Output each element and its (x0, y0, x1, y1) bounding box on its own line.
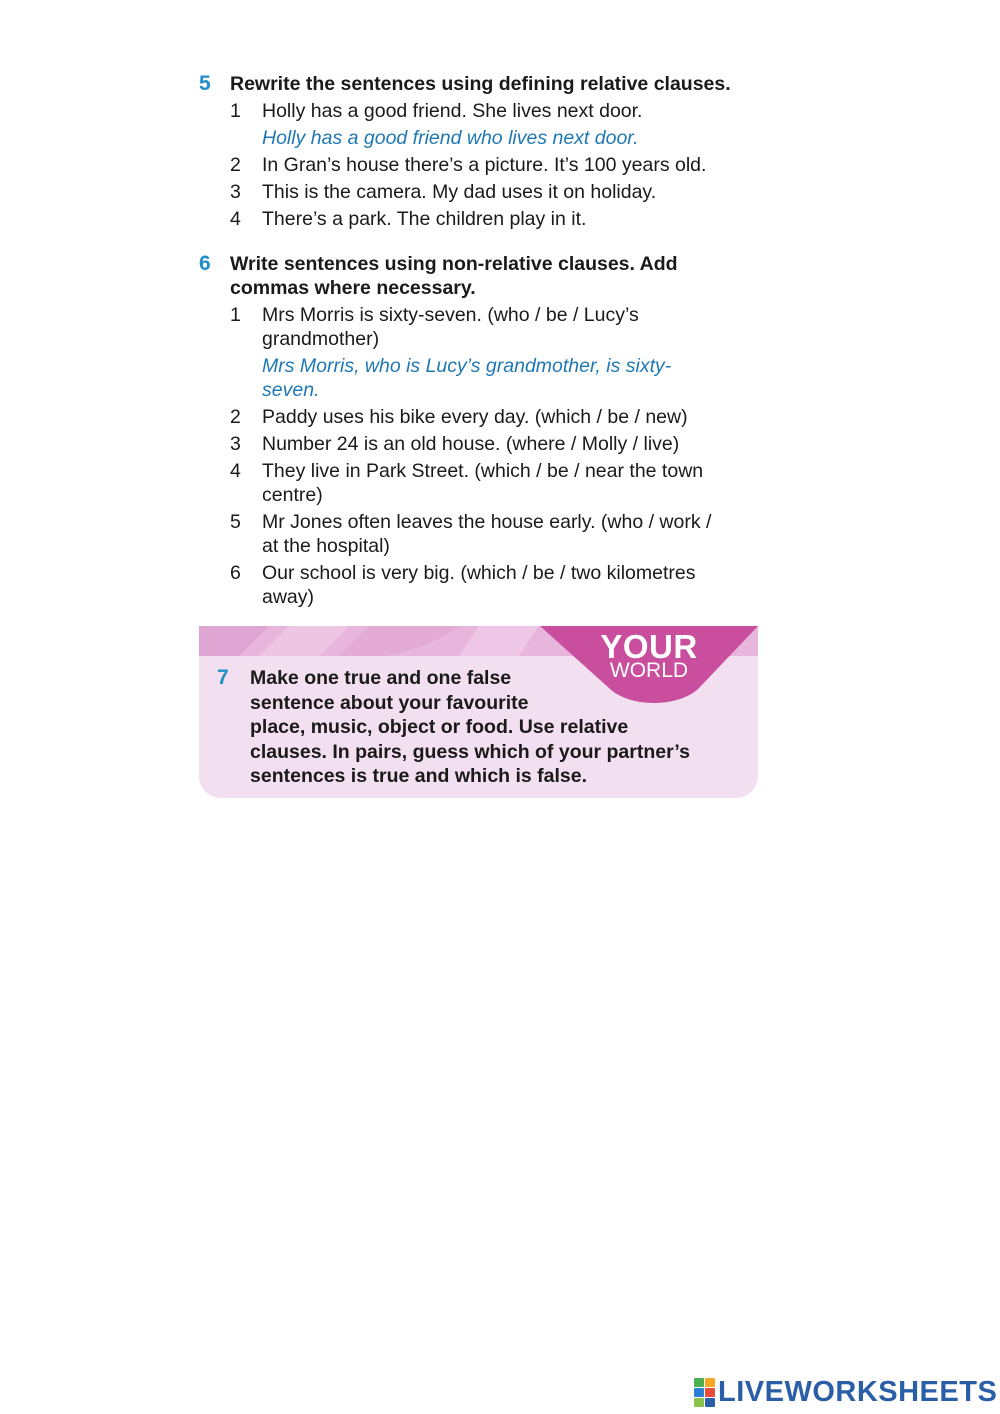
exercise-5-items (230, 99, 769, 231)
item-text: Paddy uses his bike every day. (which / be / new) (262, 406, 688, 428)
exercise-number: 7 (217, 666, 229, 689)
item-text: In Gran’s house there’s a picture. It’s 100 years old. (262, 154, 707, 176)
item-number: 1 (230, 100, 241, 122)
list-item (230, 207, 769, 231)
example-answer: Holly has a good friend who lives next door. (262, 127, 639, 149)
exercise-instruction: Write sentences using non-relative clauses. Add commas where necessary. (230, 253, 678, 299)
exercise-5-header (199, 72, 769, 96)
item-number: 4 (230, 208, 241, 230)
exercise-instruction (250, 666, 690, 789)
item-text: Holly has a good friend. She lives next door. (262, 100, 643, 122)
list-item (230, 180, 769, 204)
example-answer: Mrs Morris, who is Lucy’s grandmother, is sixty-seven. (262, 355, 672, 401)
item-number: 1 (230, 304, 241, 326)
list-item (230, 510, 730, 558)
item-text: Our school is very big. (which / be / two kilometres away) (262, 562, 696, 608)
item-number: 5 (230, 511, 241, 533)
list-item (230, 99, 769, 150)
list-item (230, 432, 730, 456)
badge-title: YOUR (600, 628, 698, 665)
item-number: 3 (230, 433, 241, 455)
badge-subtitle: WORLD (609, 659, 689, 682)
exercise-6-items (230, 303, 730, 609)
instruction-line: sentences is true and which is false. (250, 765, 588, 787)
logo-mark-icon (694, 1378, 715, 1407)
item-number: 6 (230, 562, 241, 584)
item-number: 2 (230, 154, 241, 176)
instruction-line: place, music, object or food. Use relative (250, 716, 629, 738)
list-item (230, 405, 730, 429)
instruction-line: Make one true and one false (250, 667, 512, 689)
exercise-5 (199, 72, 769, 234)
list-item (230, 153, 769, 177)
list-item (230, 561, 730, 609)
logo-text: LIVEWORKSHEETS (718, 1376, 998, 1408)
instruction-line: clauses. In pairs, guess which of your partner’s (250, 740, 690, 763)
exercise-7 (217, 666, 690, 789)
list-item (230, 459, 730, 507)
exercise-number: 5 (199, 72, 211, 95)
item-text: Mr Jones often leaves the house early. (who / work / at the hospital) (262, 511, 712, 557)
item-text: Mrs Morris is sixty-seven. (who / be / Lucy’s grandmother) (262, 304, 639, 350)
list-item (230, 303, 730, 402)
exercise-6-header (199, 252, 759, 300)
item-text: There’s a park. The children play in it. (262, 208, 587, 230)
item-text: This is the camera. My dad uses it on holiday. (262, 181, 657, 203)
item-text: They live in Park Street. (which / be / near the town centre) (262, 460, 704, 506)
instruction-line: sentence about your favourite (250, 691, 529, 714)
exercise-6 (199, 252, 759, 612)
your-world-box (199, 626, 758, 798)
item-number: 3 (230, 181, 241, 203)
exercise-number: 6 (199, 252, 211, 275)
exercise-instruction: Rewrite the sentences using defining relative clauses. (230, 73, 731, 95)
item-number: 4 (230, 460, 241, 482)
item-number: 2 (230, 406, 241, 428)
item-text: Number 24 is an old house. (where / Molly / live) (262, 433, 680, 455)
liveworksheets-logo (694, 1376, 997, 1409)
